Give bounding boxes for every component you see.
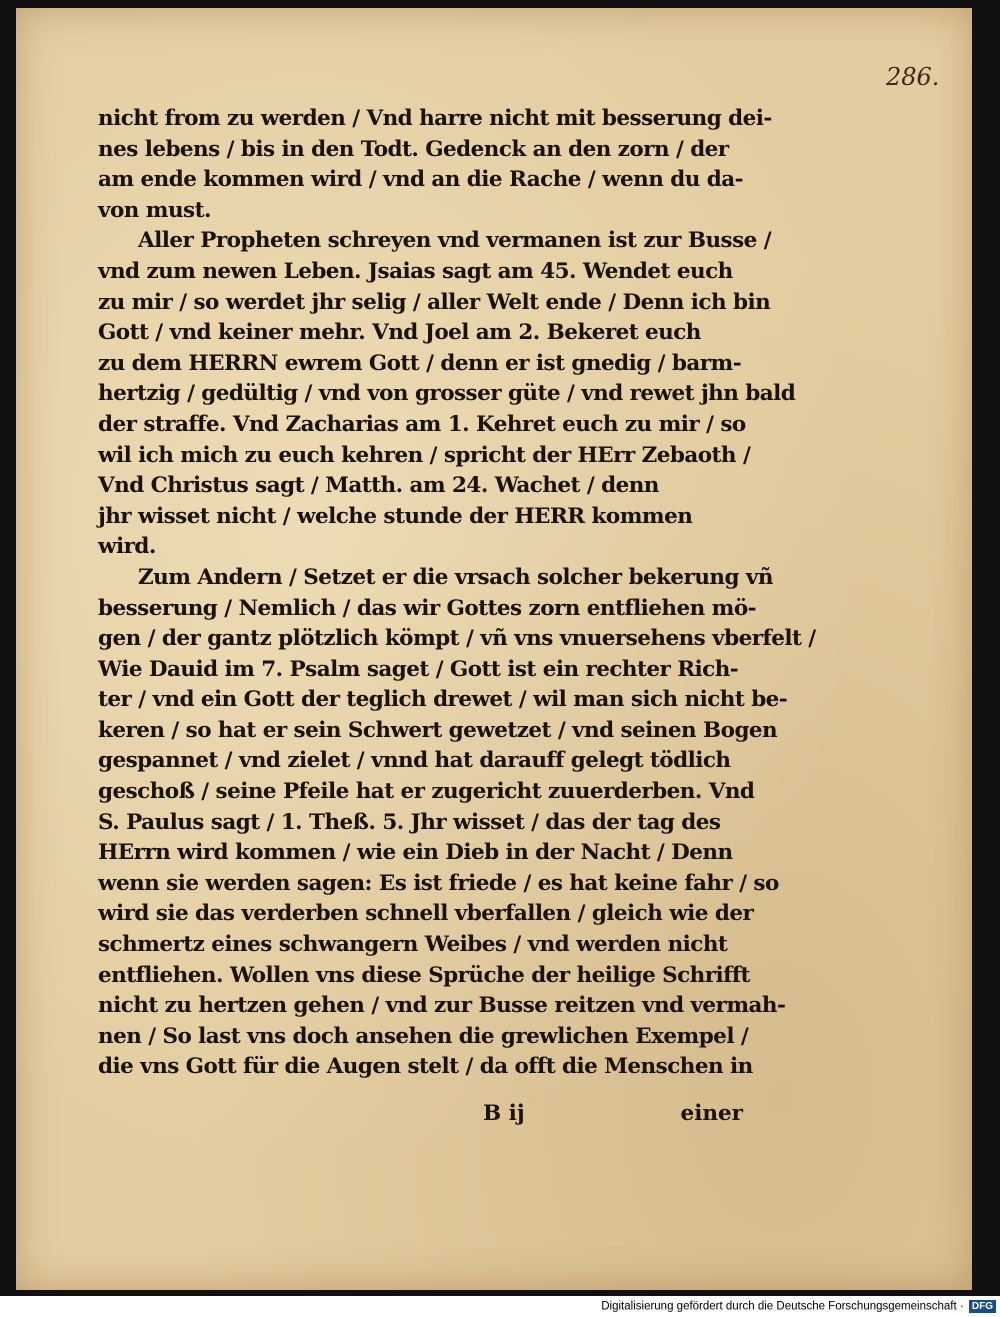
- text-line: schmertz eines schwangern Weibes / vnd werden nicht: [98, 932, 728, 958]
- text-line: nen / So last vns doch ansehen die grewlichen Exempel /: [98, 1023, 749, 1049]
- text-block: [98, 104, 816, 1083]
- text-line: gen / der gantz plötzlich kömpt / vñ vns vnuersehens vberfelt /: [98, 626, 816, 652]
- text-line: Zum Andern / Setzet er die vrsach solcher bekerung vñ: [138, 564, 773, 590]
- text-line: keren / so hat er sein Schwert gewetzet / vnd seinen Bogen: [98, 717, 778, 743]
- text-line: besserung / Nemlich / das wir Gottes zorn entfliehen mö‑: [98, 595, 757, 621]
- page-number: 286.: [886, 63, 940, 91]
- funding-footer: [600, 1300, 996, 1316]
- text-line: vnd zum newen Leben. Jsaias sagt am 45. Wendet euch: [98, 258, 733, 284]
- text-line: nicht from zu werden / Vnd harre nicht mit besserung dei‑: [98, 106, 772, 131]
- text-line: die vns Gott für die Augen stelt / da offt die Menschen in: [98, 1054, 753, 1080]
- text-line: HErrn wird kommen / wie ein Dieb in der Nacht / Denn: [98, 840, 733, 866]
- text-line: wenn sie werden sagen: Es ist friede / es hat keine fahr / so: [98, 870, 779, 896]
- text-line: zu dem HERRN ewrem Gott / denn er ist gnedig / barm‑: [98, 350, 742, 376]
- catchword: einer: [680, 1101, 743, 1126]
- text-line: Gott / vnd keiner mehr. Vnd Joel am 2. Bekeret euch: [98, 320, 701, 346]
- book-page: [16, 8, 972, 1290]
- text-line: jhr wisset nicht / welche stunde der HERR kommen: [98, 503, 693, 529]
- text-line: Aller Propheten schreyen vnd vermanen ist zur Busse /: [138, 228, 772, 254]
- text-line: zu mir / so werdet jhr selig / aller Welt ende / Denn ich bin: [98, 289, 771, 315]
- text-line: von must.: [98, 197, 211, 223]
- text-line: nicht zu hertzen gehen / vnd zur Busse reitzen vnd vermah‑: [98, 993, 786, 1019]
- text-line: gespannet / vnd zielet / vnnd hat darauff gelegt tödlich: [98, 748, 731, 774]
- text-line: wil ich mich zu euch kehren / spricht der HErr Zebaoth /: [98, 442, 751, 468]
- text-line: nes lebens / bis in den Todt. Gedenck an den zorn / der: [98, 136, 729, 162]
- text-line: Vnd Christus sagt / Matth. am 24. Wachet / denn: [98, 473, 659, 499]
- text-line: der straffe. Vnd Zacharias am 1. Kehret euch zu mir / so: [98, 411, 746, 437]
- funding-note: Digitalisierung gefördert durch die Deutsche Forschungsgemeinschaft ·: [601, 1300, 964, 1313]
- text-line: wird.: [98, 534, 156, 560]
- signature-mark: B ij: [483, 1101, 525, 1126]
- text-line: geschoß / seine Pfeile hat er zugericht zuuerderben. Vnd: [98, 779, 755, 805]
- dfg-logo: DFG: [969, 1300, 996, 1313]
- text-line: wird sie das verderben schnell vberfallen / gleich wie der: [98, 901, 754, 927]
- catchline: [98, 1101, 743, 1133]
- text-line: ter / vnd ein Gott der teglich drewet / wil man sich nicht be‑: [98, 687, 788, 713]
- text-line: entfliehen. Wollen vns diese Sprüche der heilige Schrifft: [98, 962, 750, 988]
- text-line: Wie Dauid im 7. Psalm saget / Gott ist ein rechter Rich‑: [98, 656, 739, 682]
- text-line: hertzig / gedültig / vnd von grosser güte / vnd rewet jhn bald: [98, 381, 796, 407]
- text-line: S. Paulus sagt / 1. Theß. 5. Jhr wisset / das der tag des: [98, 809, 721, 835]
- text-line: am ende kommen wird / vnd an die Rache / wenn du da‑: [98, 167, 744, 193]
